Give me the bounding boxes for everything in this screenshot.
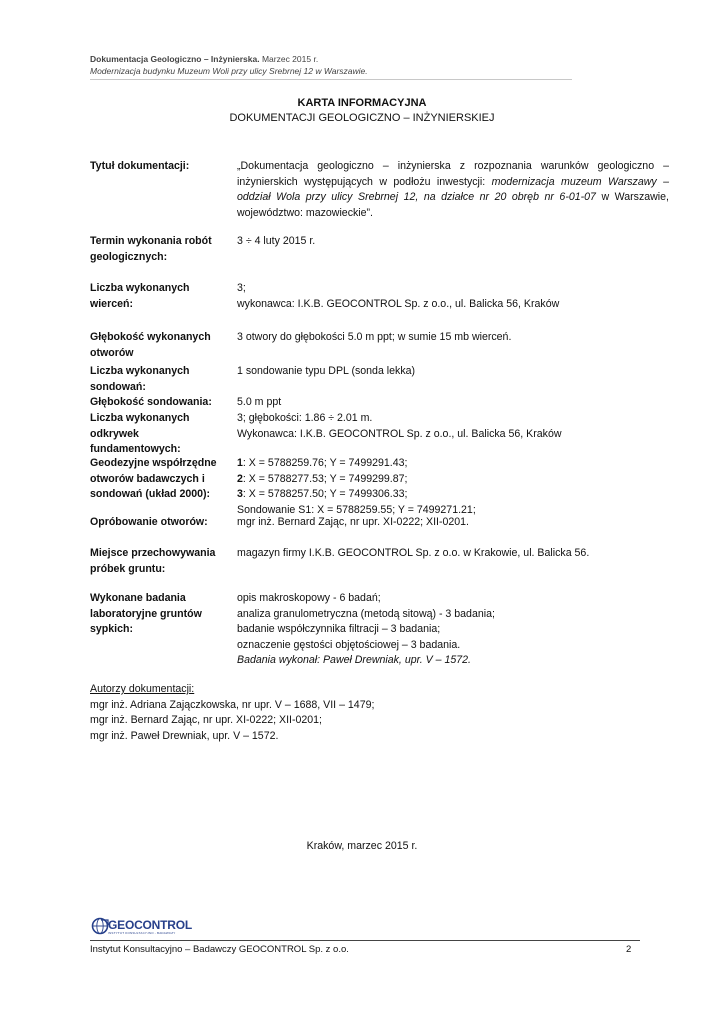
author-item: mgr inż. Paweł Drewniak, upr. V – 1572. [90,729,279,742]
value-termin: 3 ÷ 4 luty 2015 r. [237,235,316,247]
label-oprobowanie: Opróbowanie otworów: [90,516,208,528]
label-termin: Termin wykonania robót geologicznych: [90,235,212,263]
authors-heading: Autorzy dokumentacji: [90,683,195,695]
value-badania [237,591,669,669]
list-item: badanie współczynnika filtracji – 3 badania; [237,623,441,635]
header-divider [90,79,572,80]
value-oprobowanie: mgr inż. Bernard Zając, nr upr. XI-0222; XII-0201. [237,516,469,528]
value-miejsce: magazyn firmy I.K.B. GEOCONTROL Sp. z o.o. w Krakowie, ul. Balicka 56. [237,547,590,559]
document-title: KARTA INFORMACYJNA [297,97,427,109]
coord-row: 1: X = 5788259.76; Y = 7499291.43; [237,457,408,469]
footer-divider [90,940,640,941]
place-date: Kraków, marzec 2015 r. [306,840,418,852]
label-glebokosc-otworow: Głębokość wykonanych otworów [90,331,211,359]
label-miejsce: Miejsce przechowywania próbek gruntu: [90,547,216,575]
list-item: oznaczenie gęstości objętościowej – 3 badania. [237,638,461,651]
running-header [90,53,572,77]
author-item: mgr inż. Bernard Zając, nr upr. XI-0222; XII-0201; [90,714,322,726]
header-date: Marzec 2015 r. [261,54,319,64]
header-line-1 [90,53,572,65]
value-wspolrzedne [237,456,669,518]
header-doc-type: Dokumentacja Geologiczno – Inżynierska. [90,54,260,64]
label-wspolrzedne: Geodezyjne współrzędne otworów badawczych i sondowań (układ 2000): [90,457,217,500]
label-wiercenia: Liczba wykonanych wierceń: [90,282,190,310]
label-badania: Wykonane badania laboratoryjne gruntów sypkich: [90,592,202,635]
page-number: 2 [626,944,632,955]
coord-row: 3: X = 5788257.50; Y = 7499306.33; [237,488,408,500]
value-glebokosc-otworow: 3 otwory do głębokości 5.0 m ppt; w sumie 15 mb wierceń. [237,331,512,343]
list-item: Badania wykonał: Paweł Drewniak, upr. V – 1572. [237,654,471,666]
label-glebokosc-sondowania: Głębokość sondowania: [90,396,212,408]
header-line-2: Modernizacja budynku Muzeum Woli przy ulicy Srebrnej 12 w Warszawie. [90,66,368,76]
author-item: mgr inż. Adriana Zajączkowska, nr upr. V – 1688, VII – 1479; [90,698,375,711]
coord-row: 2: X = 5788277.53; Y = 7499299.87; [237,472,408,485]
list-item: opis makroskopowy - 6 badań; [237,592,381,604]
value-tytul: „Dokumentacja geologiczno – inżynierska z rozpoznania warunków geologiczno – inżynierskich występujących w podłożu inwestycji: modernizacja muzeum Warszawy – oddział Wola przy ulicy Srebrnej 12, na działce nr 20 obręb nr 6-01-07 w Warszawie, województwo: mazowieckie”. [237,160,669,219]
coord-row-sonda: Sondowanie S1: X = 5788259.55; Y = 7499271.21; [237,503,476,516]
authors-section [90,682,590,744]
globe-icon [91,917,109,935]
label-sondowania: Liczba wykonanych sondowań: [90,365,190,393]
value-glebokosc-sondowania: 5.0 m ppt [237,396,282,408]
company-logo [91,917,192,935]
value-wiercenia: 3; wykonawca: I.K.B. GEOCONTROL Sp. z o.o., ul. Balicka 56, Kraków [237,282,560,310]
value-odkrywki: 3; głębokości: 1.86 ÷ 2.01 m. Wykonawca: I.K.B. GEOCONTROL Sp. z o.o., ul. Balicka 56, Kraków [237,412,562,440]
footer-text: Instytut Konsultacyjno – Badawczy GEOCONTROL Sp. z o.o. [90,944,349,955]
logo-subtitle: INSTYTUT KONSULTACYJNO - BADAWCZY [108,931,176,935]
document-subtitle: DOKUMENTACJI GEOLOGICZNO – INŻYNIERSKIEJ [229,112,495,124]
label-odkrywki: Liczba wykonanych odkrywek fundamentowych: [90,412,190,455]
label-tytul: Tytuł dokumentacji: [90,160,190,172]
list-item: analiza granulometryczna (metodą sitową) - 3 badania; [237,607,495,620]
value-sondowania: 1 sondowanie typu DPL (sonda lekka) [237,365,416,377]
logo-text: GEOCONTROL [108,918,192,932]
